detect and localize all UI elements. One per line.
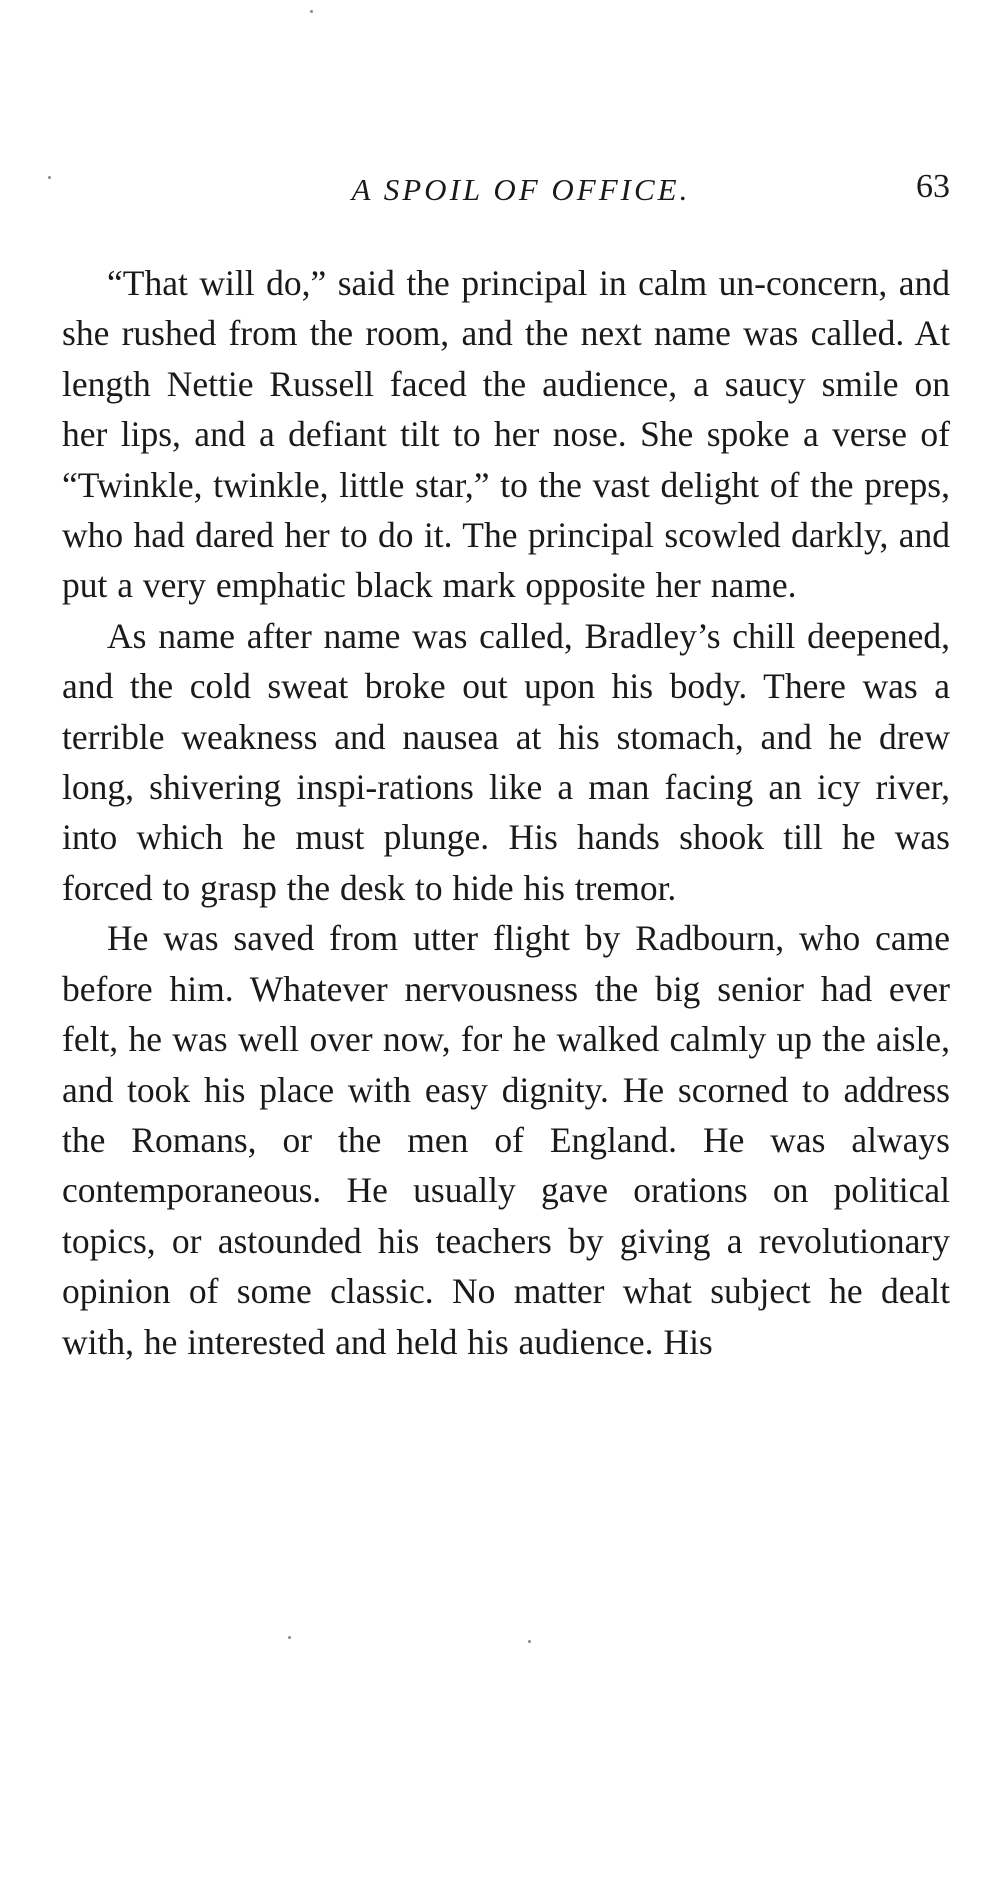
page-number: 63 <box>916 168 950 205</box>
paragraph-1: “That will do,” said the principal in calm un-concern, and she rushed from the room, and the next name was called. At length Nettie Russell faced the audience, a saucy smile on her lips, and a defiant tilt to her nose. She spoke a verse of “Twinkle, twinkle, little star,” to the vast delight of the preps, who had dared her to do it. The principal scowled darkly, and put a very emphatic black mark opposite her name. <box>62 263 950 606</box>
running-head <box>62 168 950 212</box>
scan-speck <box>528 1640 531 1643</box>
scan-speck <box>48 176 51 179</box>
paragraph-3: He was saved from utter flight by Radbourn, who came before him. Whatever nervousness the big senior had ever felt, he was well over now, for he walked calmly up the aisle, and took his place with easy dignity. He scorned to address the Romans, or the men of England. He was always contemporaneous. He usually gave orations on political topics, or astounded his teachers by giving a revolutionary opinion of some classic. No matter what subject he dealt with, he interested and held his audience. His <box>62 918 950 1362</box>
paragraph-2: As name after name was called, Bradley’s chill deepened, and the cold sweat broke out upon his body. There was a terrible weakness and nausea at his stomach, and he drew long, shivering inspi-rations like a man facing an icy river, into which he must plunge. His hands shook till he was forced to grasp the desk to hide his tremor. <box>62 615 950 908</box>
scan-speck <box>288 1636 291 1639</box>
body-text <box>62 258 950 1367</box>
scan-speck <box>310 10 313 13</box>
running-title: A SPOIL OF OFFICE. <box>351 172 691 207</box>
